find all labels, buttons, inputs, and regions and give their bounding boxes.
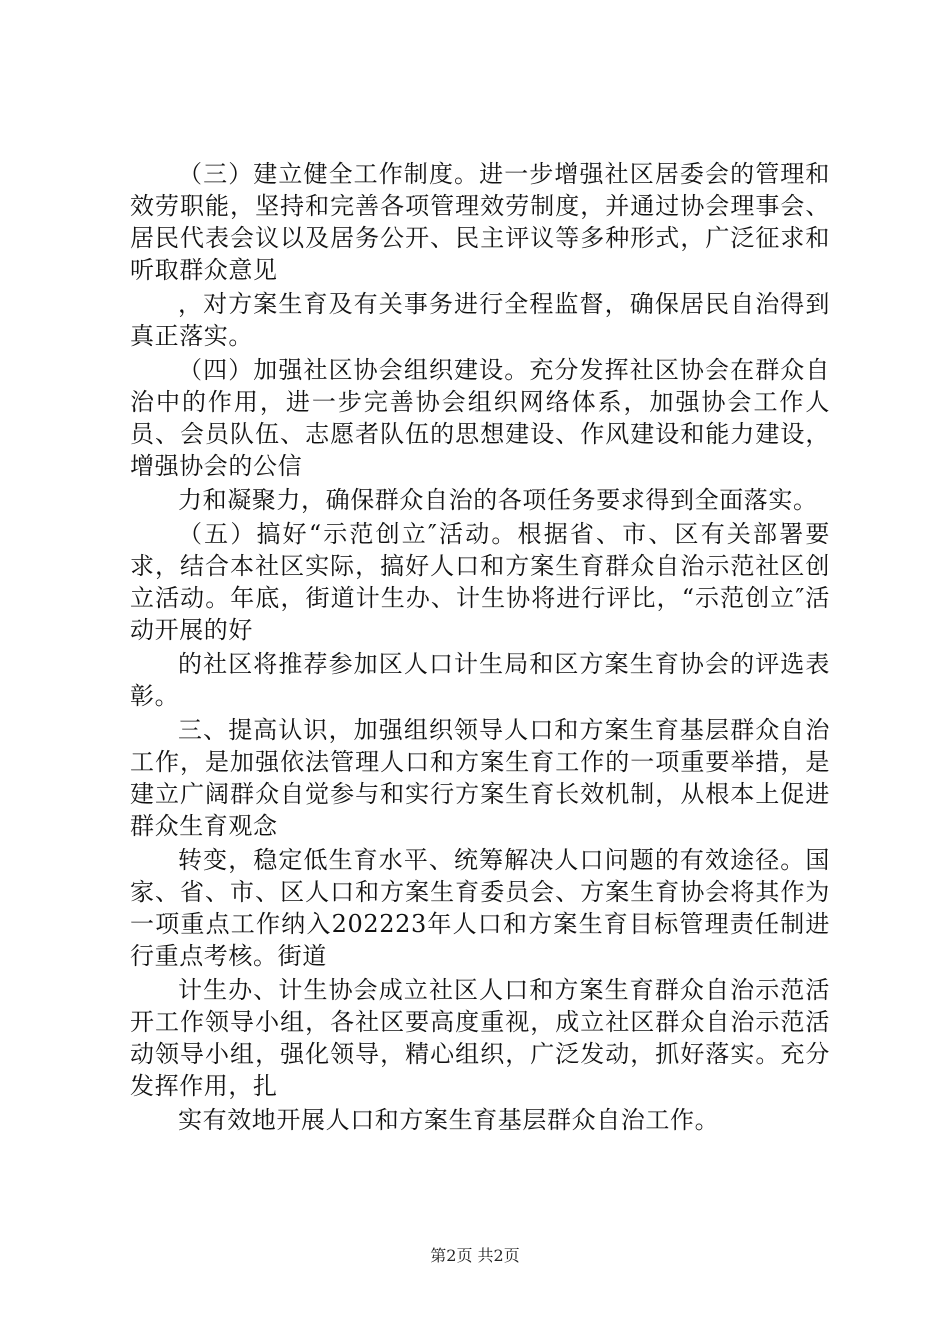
page-number-footer: 第2页 共2页 <box>430 1246 520 1265</box>
paragraph-supervision-continuation: ，对方案生育及有关事务进行全程监督，确保居民自治得到真正落实。 <box>130 290 830 350</box>
paragraph-closing-line: 实有效地开展人口和方案生育基层群众自治工作。 <box>178 1106 720 1134</box>
paragraph-section-five-demonstration-activity: （五）搞好“示范创立″活动。根据省、市、区有关部署要求，结合本社区实际，搞好人口和方案生育群众自治示范社区创立活动。年底，街道计生办、计生协将进行评比，“示范创立″活动开展的好 <box>130 520 830 644</box>
paragraph-leading-group-continuation: 计生办、计生协会成立社区人口和方案生育群众自治示范活开工作领导小组，各社区要高度重视，成立社区群众自治示范活动领导小组，强化领导，精心组织，广泛发动，抓好落实。充分发挥作用，扎 <box>130 976 830 1100</box>
document-body <box>130 158 830 1138</box>
paragraph-section-four-association-building: （四）加强社区协会组织建设。充分发挥社区协会在群众自治中的作用，进一步完善协会组织网络体系，加强协会工作人员、会员队伍、志愿者队伍的思想建设、作风建设和能力建设，增强协会的公信 <box>130 356 830 480</box>
paragraph-commendation-continuation: 的社区将推荐参加区人口计生局和区方案生育协会的评选表彰。 <box>130 650 830 710</box>
paragraph-cohesion-continuation: 力和凝聚力，确保群众自治的各项任务要求得到全面落实。 <box>178 486 818 514</box>
paragraph-section-three-work-system: （三）建立健全工作制度。进一步增强社区居委会的管理和效劳职能，坚持和完善各项管理效劳制度，并通过协会理事会、居民代表会议以及居务公开、民主评议等多种形式，广泛征求和听取群众意见 <box>130 160 830 284</box>
paragraph-part-three-raise-awareness: 三、提高认识，加强组织领导人口和方案生育基层群众自治工作，是加强依法管理人口和方案生育工作的一项重要举措，是建立广阔群众自觉参与和实行方案生育长效机制，从根本上促进群众生育观念 <box>130 716 830 840</box>
paragraph-assessment-continuation: 转变，稳定低生育水平、统筹解决人口问题的有效途径。国家、省、市、区人口和方案生育委员会、方案生育协会将其作为一项重点工作纳入202223年人口和方案生育目标管理责任制进行重点考核。街道 <box>130 846 830 970</box>
